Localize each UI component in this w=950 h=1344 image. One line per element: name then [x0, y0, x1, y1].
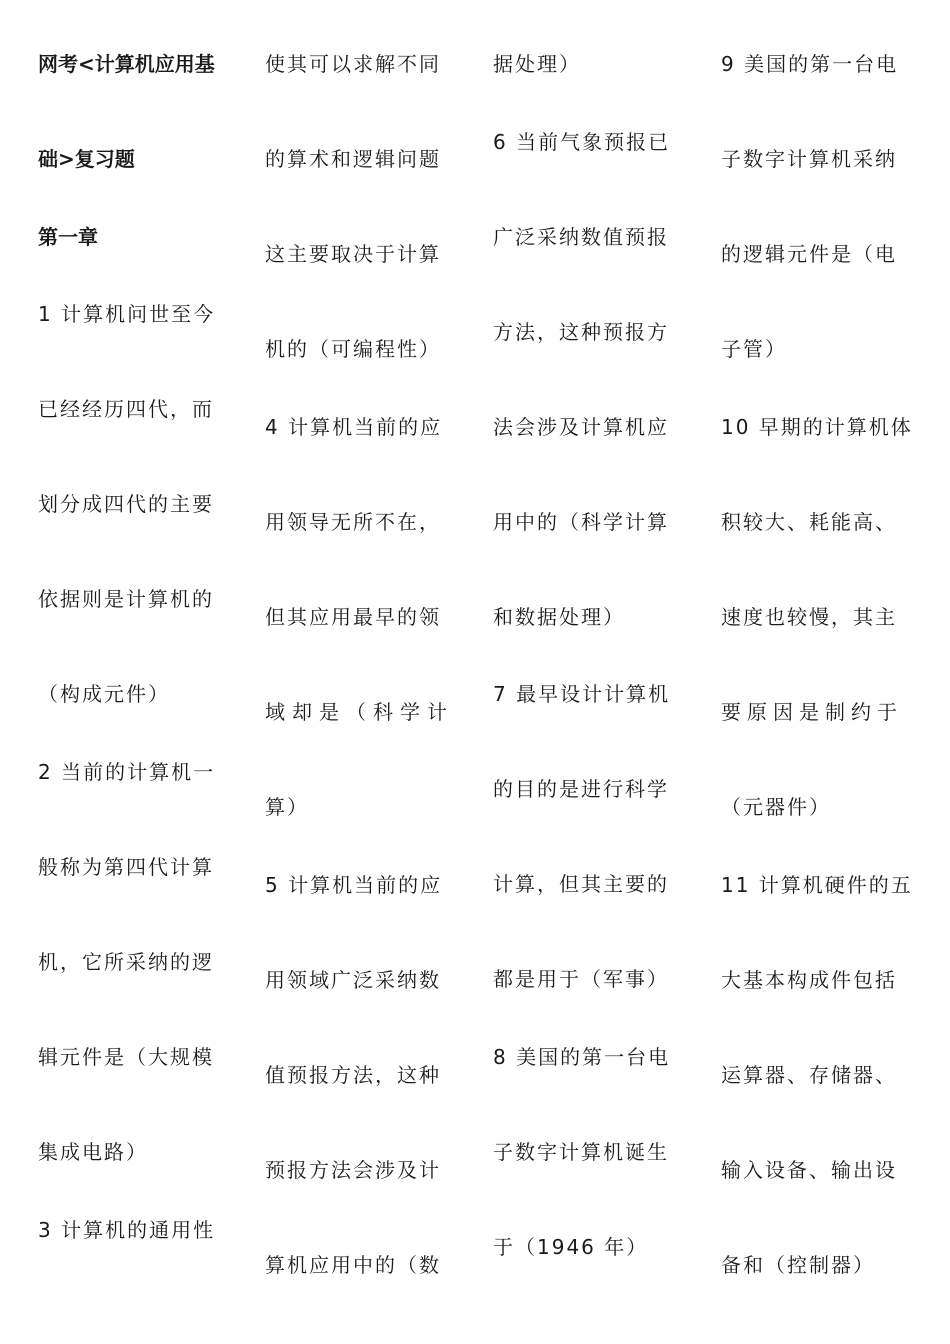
- text-line: 的逻辑元件是（电: [721, 242, 897, 266]
- text-line: 子数字计算机诞生: [493, 1140, 669, 1164]
- text-line: 子数字计算机采纳: [721, 147, 897, 171]
- text-line: 子管）: [721, 337, 787, 361]
- text-line: 用中的（科学计算: [493, 510, 669, 534]
- text-line: 机，它所采纳的逻: [38, 950, 214, 974]
- text-line: 方法，这种预报方: [493, 320, 669, 344]
- text-line: 依据则是计算机的: [38, 587, 214, 611]
- text-line: 速度也较慢，其主: [721, 605, 897, 629]
- text-line: 用领域广泛采纳数: [265, 968, 441, 992]
- text-line: 3 计算机的通用性: [38, 1218, 216, 1242]
- text-line: 10 早期的计算机体: [721, 415, 913, 439]
- text-line: 4 计算机当前的应: [265, 415, 443, 439]
- text-line: 备和（控制器）: [721, 1253, 875, 1277]
- text-line: 机的（可编程性）: [265, 337, 441, 361]
- text-line: 这主要取决于计算: [265, 242, 441, 266]
- text-line: （元器件）: [721, 795, 831, 819]
- text-line: 大基本构成件包括: [721, 968, 897, 992]
- text-line: 般称为第四代计算: [38, 855, 214, 879]
- doc-title-line-2: 础>复习题: [38, 147, 135, 171]
- text-line: 算机应用中的（数: [265, 1253, 441, 1277]
- text-line: 广泛采纳数值预报: [493, 225, 669, 249]
- text-line: 的算术和逻辑问题: [265, 147, 441, 171]
- text-line: 运算器、存储器、: [721, 1063, 897, 1087]
- text-line: 6 当前气象预报已: [493, 130, 671, 154]
- text-line: 输入设备、输出设: [721, 1158, 897, 1182]
- text-line: 使其可以求解不同: [265, 52, 441, 76]
- text-line: 11 计算机硬件的五: [721, 873, 913, 897]
- text-line: 已经经历四代，而: [38, 397, 214, 421]
- text-line: 但其应用最早的领: [265, 605, 441, 629]
- text-line: 算）: [265, 795, 309, 819]
- text-line: 集成电路）: [38, 1140, 148, 1164]
- text-line: 都是用于（军事）: [493, 967, 669, 991]
- text-line: 要原因是制约于: [721, 700, 903, 724]
- text-line: 2 当前的计算机一: [38, 760, 216, 784]
- text-line: （构成元件）: [38, 682, 170, 706]
- text-line: 计算，但其主要的: [493, 872, 669, 896]
- text-line: 9 美国的第一台电: [721, 52, 899, 76]
- text-line: 划分成四代的主要: [38, 492, 214, 516]
- text-line: 据处理）: [493, 52, 581, 76]
- text-line: 5 计算机当前的应: [265, 873, 443, 897]
- text-line: 辑元件是（大规模: [38, 1045, 214, 1069]
- text-line: 7 最早设计计算机: [493, 682, 671, 706]
- text-line: 和数据处理）: [493, 605, 625, 629]
- text-line: 法会涉及计算机应: [493, 415, 669, 439]
- chapter-heading: 第一章: [38, 225, 98, 249]
- text-line: 于（1946 年）: [493, 1235, 649, 1259]
- text-line: 域却是（科学计: [265, 700, 454, 724]
- text-line: 值预报方法，这种: [265, 1063, 441, 1087]
- text-line: 的目的是进行科学: [493, 777, 669, 801]
- text-line: 8 美国的第一台电: [493, 1045, 671, 1069]
- text-line: 预报方法会涉及计: [265, 1158, 441, 1182]
- text-line: 1 计算机问世至今: [38, 302, 216, 326]
- text-line: 积较大、耗能高、: [721, 510, 897, 534]
- text-line: 用领导无所不在，: [265, 510, 441, 534]
- doc-title-line-1: 网考<计算机应用基: [38, 52, 215, 76]
